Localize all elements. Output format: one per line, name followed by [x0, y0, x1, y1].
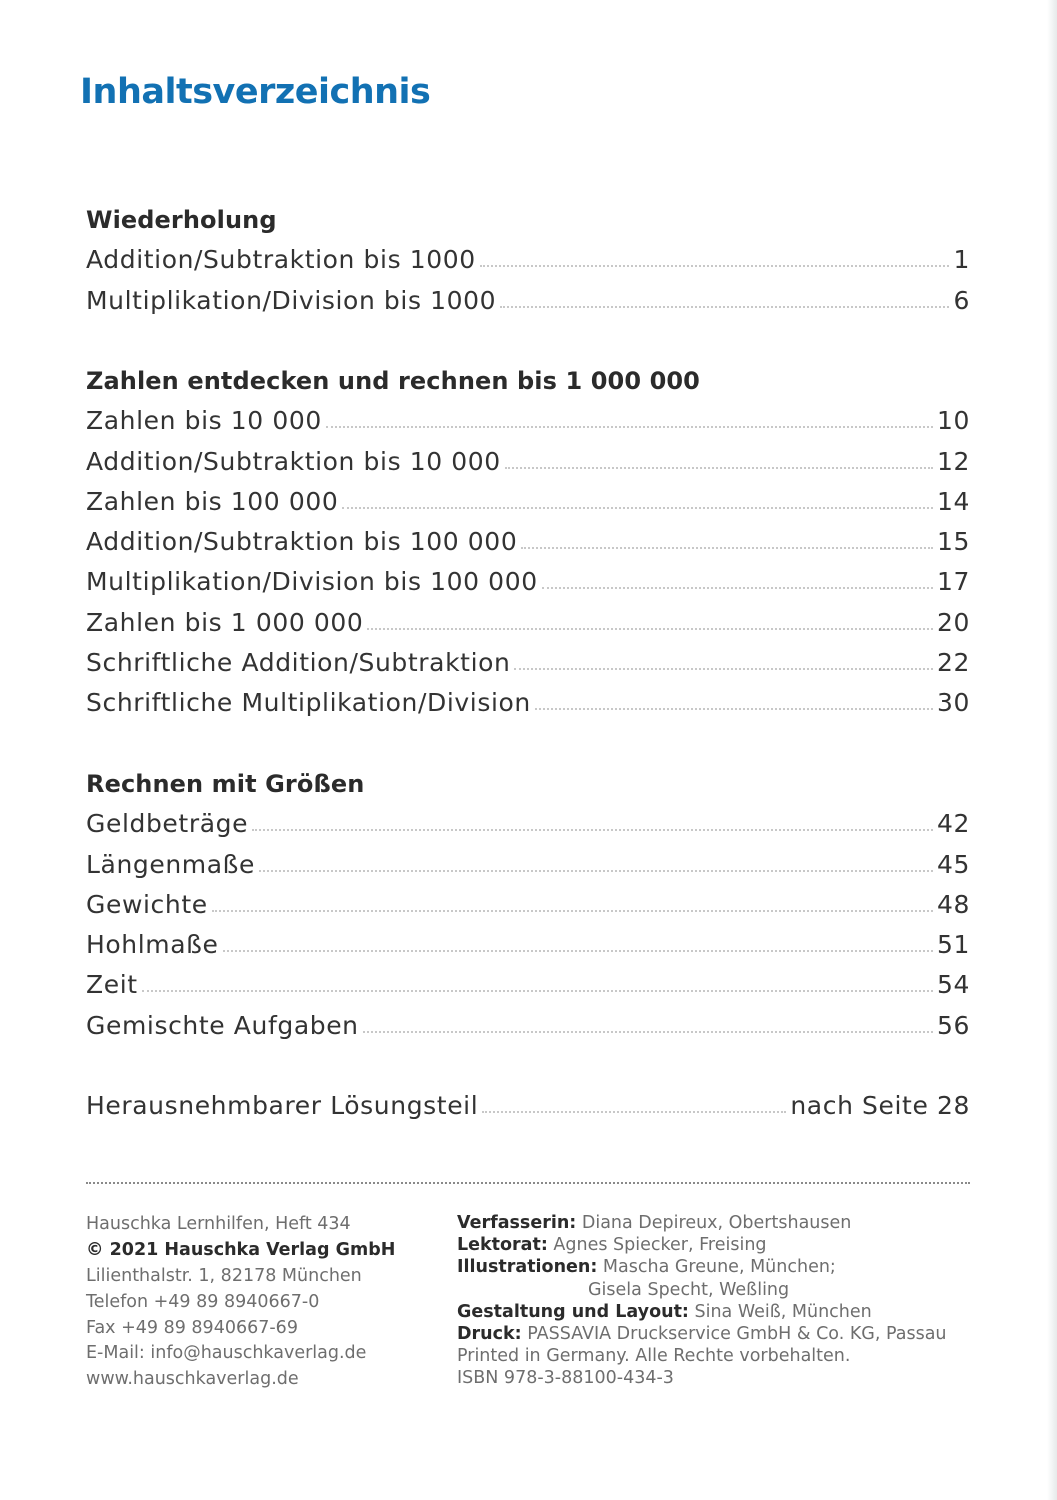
toc-section-wiederholung — [86, 200, 970, 321]
dot-leader — [259, 870, 933, 872]
toc-entry[interactable] — [86, 602, 970, 642]
toc-entry-page: 51 — [936, 930, 970, 960]
toc-entry-label: Hohlmaße — [86, 930, 219, 960]
toc-section-zahlen — [86, 361, 970, 723]
toc-entry-page: 22 — [936, 648, 970, 678]
credit-editor — [457, 1234, 947, 1256]
toc-entry-page: 56 — [936, 1010, 970, 1040]
toc-entry-page: 42 — [936, 809, 970, 839]
credit-design-label: Gestaltung und Layout: — [457, 1301, 689, 1322]
credit-print-label: Druck: — [457, 1323, 522, 1344]
section-heading: Rechnen mit Größen — [86, 770, 365, 798]
dot-leader — [535, 708, 933, 710]
toc-entry-page: 12 — [936, 446, 970, 476]
toc-entry[interactable] — [86, 482, 970, 522]
credit-print — [457, 1323, 947, 1345]
dot-leader — [480, 265, 950, 267]
dot-leader — [142, 990, 933, 992]
toc-entry[interactable] — [86, 683, 970, 723]
toc-entry-page: 6 — [953, 285, 970, 315]
imprint-credits — [457, 1212, 947, 1390]
toc-entry-page: 30 — [936, 688, 970, 718]
toc-entry[interactable] — [86, 925, 970, 965]
toc-entry-label: Addition/Subtraktion bis 100 000 — [86, 527, 518, 557]
toc-entry-label: Längenmaße — [86, 849, 255, 879]
toc-entry[interactable] — [86, 643, 970, 683]
credit-isbn: ISBN 978-3-88100-434-3 — [457, 1368, 674, 1389]
toc-entry[interactable] — [86, 1005, 970, 1045]
imprint-publisher — [86, 1212, 395, 1393]
toc-entry[interactable] — [86, 804, 970, 844]
toc-entry-page: 54 — [936, 970, 970, 1000]
toc-entry-label: Addition/Subtraktion bis 10 000 — [86, 446, 501, 476]
toc-entry[interactable] — [86, 885, 970, 925]
toc-entry-page: 17 — [936, 567, 970, 597]
dot-leader — [514, 668, 933, 670]
toc-section-loesungen — [86, 1086, 970, 1126]
credit-author — [457, 1212, 947, 1234]
dot-leader — [367, 628, 933, 630]
credit-illustrations-label: Illustrationen: — [457, 1257, 598, 1278]
toc-entry-label: Gemischte Aufgaben — [86, 1010, 359, 1040]
imprint-address: Lilienthalstr. 1, 82178 München — [86, 1265, 362, 1286]
toc-entry[interactable] — [86, 401, 970, 441]
credit-author-value: Diana Depireux, Obertshausen — [576, 1213, 852, 1233]
dot-leader — [505, 467, 933, 469]
toc-entry[interactable] — [86, 441, 970, 481]
toc-entry-page: 14 — [936, 486, 970, 516]
dot-leader — [363, 1031, 933, 1033]
footer-divider — [86, 1182, 970, 1184]
dot-leader — [521, 547, 933, 549]
toc-entry-label: Herausnehmbarer Lösungsteil — [86, 1091, 479, 1121]
imprint-website: www.hauschkaverlag.de — [86, 1369, 299, 1390]
toc-entry[interactable] — [86, 1086, 970, 1126]
toc-entry-label: Zahlen bis 100 000 — [86, 486, 339, 516]
toc-entry-label: Gewichte — [86, 889, 208, 919]
toc-entry-label: Geldbeträge — [86, 809, 249, 839]
dot-leader — [223, 950, 933, 952]
dot-leader — [482, 1111, 786, 1113]
toc-entry[interactable] — [86, 522, 970, 562]
toc-section-groessen — [86, 764, 970, 1046]
credit-illustrations — [457, 1256, 947, 1278]
credit-print-value: PASSAVIA Druckservice GmbH & Co. KG, Passau — [521, 1323, 947, 1344]
page-title: Inhaltsverzeichnis — [80, 72, 431, 112]
credit-design-value: Sina Weiß, München — [688, 1301, 872, 1322]
toc-entry-label: Multiplikation/Division bis 100 000 — [86, 567, 538, 597]
toc-entry-page: 20 — [936, 607, 970, 637]
imprint-fax: Fax +49 89 8940667-69 — [86, 1317, 298, 1338]
toc-entry-label: Zahlen bis 1 000 000 — [86, 607, 364, 637]
toc-entry-page: 15 — [936, 527, 970, 557]
dot-leader — [326, 426, 933, 428]
credit-printed-in: Printed in Germany. Alle Rechte vorbehalten. — [457, 1346, 851, 1367]
credit-design — [457, 1301, 947, 1323]
credit-editor-label: Lektorat: — [457, 1235, 548, 1256]
toc-entry-label: Schriftliche Multiplikation/Division — [86, 688, 531, 718]
dot-leader — [252, 829, 933, 831]
toc-entry[interactable] — [86, 965, 970, 1005]
credit-editor-value: Agnes Spiecker, Freising — [547, 1235, 767, 1256]
toc-entry-label: Addition/Subtraktion bis 1000 — [86, 245, 476, 275]
section-heading: Wiederholung — [86, 206, 277, 234]
credit-author-label: Verfasserin: — [457, 1213, 577, 1233]
dot-leader — [500, 306, 949, 308]
toc-entry-label: Schriftliche Addition/Subtraktion — [86, 648, 511, 678]
toc-entry-label: Zeit — [86, 970, 138, 1000]
toc-entry-page: 45 — [936, 849, 970, 879]
imprint-copyright: © 2021 Hauschka Verlag GmbH — [86, 1239, 396, 1260]
toc-entry-label: Multiplikation/Division bis 1000 — [86, 285, 497, 315]
imprint-series: Hauschka Lernhilfen, Heft 434 — [86, 1214, 351, 1234]
imprint-email: E-Mail: info@hauschkaverlag.de — [86, 1343, 367, 1364]
section-heading: Zahlen entdecken und rechnen bis 1 000 000 — [86, 367, 700, 395]
toc-entry[interactable] — [86, 844, 970, 884]
dot-leader — [542, 587, 933, 589]
toc-entry[interactable] — [86, 280, 970, 320]
imprint-phone: Telefon +49 89 8940667-0 — [86, 1291, 320, 1312]
toc-entry[interactable] — [86, 240, 970, 280]
toc-entry[interactable] — [86, 562, 970, 602]
toc-entry-page: 1 — [953, 245, 970, 275]
toc-entry-page: 48 — [936, 889, 970, 919]
credit-illustrations-value: Mascha Greune, München; — [597, 1257, 836, 1278]
dot-leader — [212, 910, 933, 912]
toc-entry-page: nach Seite 28 — [790, 1091, 970, 1121]
page-edge-shadow — [1047, 0, 1057, 1500]
dot-leader — [342, 507, 933, 509]
toc-entry-page: 10 — [936, 406, 970, 436]
toc-entry-label: Zahlen bis 10 000 — [86, 406, 322, 436]
credit-illustrations-cont: Gisela Specht, Weßling — [588, 1279, 790, 1300]
